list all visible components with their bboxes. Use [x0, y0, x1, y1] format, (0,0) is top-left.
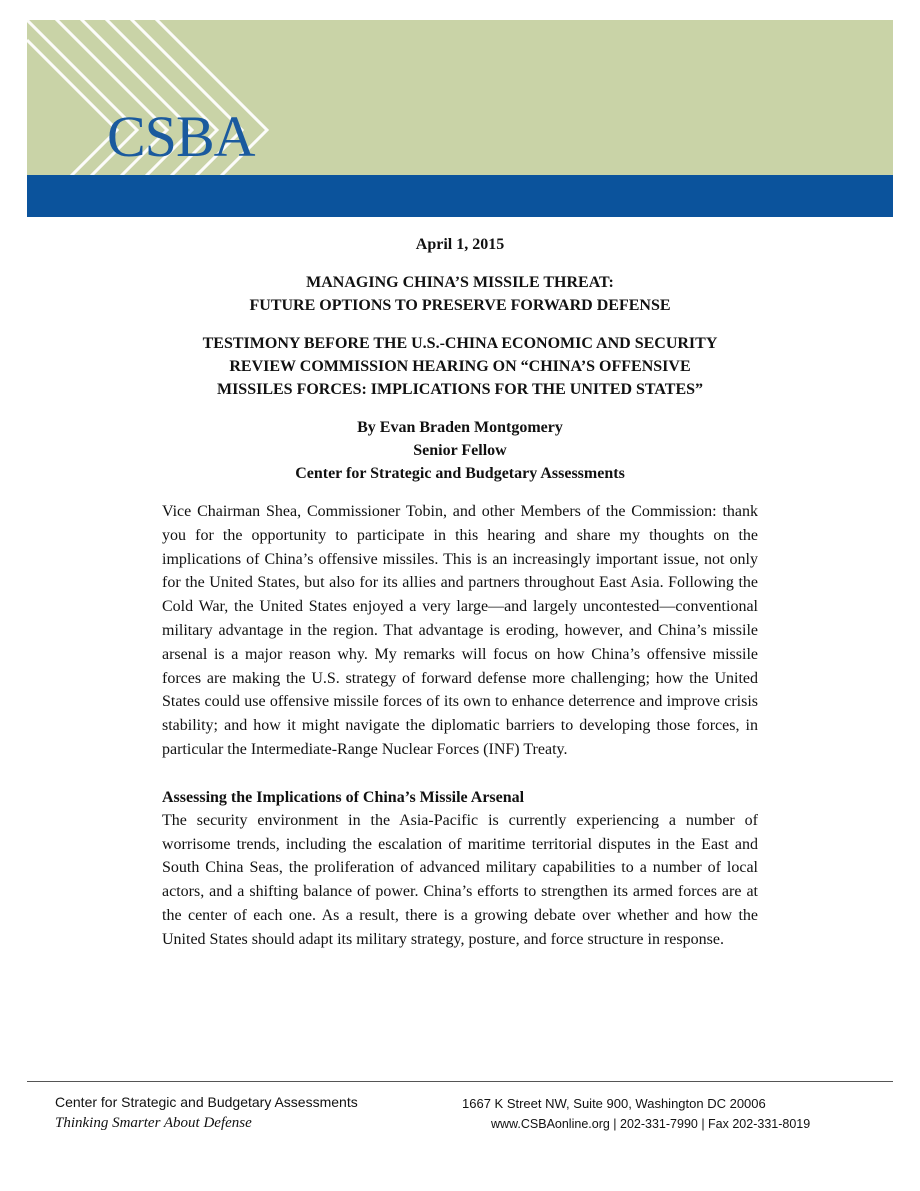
footer-contact: www.CSBAonline.org | 202-331-7990 | Fax 202-331-8019	[491, 1117, 811, 1131]
csba-logo: CSBA	[107, 104, 255, 169]
author-organization: Center for Strategic and Budgetary Assessments	[295, 465, 625, 482]
paragraph-section-1: The security environment in the Asia-Pacific is currently experiencing a number of worrisome trends, including the escalation of maritime territorial disputes in the East and South China Seas, the proliferation of advanced military capabilities to a number of local actors, and a shifting balance of power. China’s efforts to strengthen its armed forces are at the center of each one. As a result, there is a growing debate over whether and how the United States should adapt its military strategy, posture, and force structure in response.	[162, 811, 758, 948]
testimony-line-3: MISSILES FORCES: IMPLICATIONS FOR THE UNITED STATES”	[216, 381, 704, 398]
footer-divider	[27, 1081, 893, 1082]
footer-address: 1667 K Street NW, Suite 900, Washington DC 20006	[462, 1096, 766, 1111]
footer-tagline: Thinking Smarter About Defense	[55, 1115, 252, 1131]
section-heading: Assessing the Implications of China’s Missile Arsenal	[162, 788, 525, 806]
header-banner	[27, 20, 893, 175]
author-title: Senior Fellow	[413, 442, 507, 459]
title-line-1: MANAGING CHINA’S MISSILE THREAT:	[306, 274, 614, 291]
document-title	[162, 271, 758, 317]
testimony-line-2: REVIEW COMMISSION HEARING ON “CHINA’S OFFENSIVE	[229, 358, 691, 375]
paragraph-intro: Vice Chairman Shea, Commissioner Tobin, and other Members of the Commission: thank you for the opportunity to participate in this hearing and share my thoughts on the implications of China’s offensive missiles. This is an increasingly important issue, not only for the United States, but also for its allies and partners throughout East Asia. Following the Cold War, the United States enjoyed a very large—and largely uncontested—conventional military advantage in the region. That advantage is eroding, however, and China’s missile arsenal is a major reason why. My remarks will focus on how China’s offensive missile forces are making the U.S. strategy of forward defense more challenging; how the United States could use offensive missile forces of its own to enhance deterrence and improve crisis stability; and how it might navigate the diplomatic barriers to developing those forces, in particular the Intermediate-Range Nuclear Forces (INF) Treaty.	[162, 503, 758, 758]
footer-org-name: Center for Strategic and Budgetary Assessments	[55, 1094, 358, 1110]
header-blue-bar	[27, 175, 893, 217]
document-date: April 1, 2015	[415, 236, 505, 253]
document-body	[162, 233, 758, 952]
title-line-2: FUTURE OPTIONS TO PRESERVE FORWARD DEFENSE	[249, 297, 671, 314]
testimony-heading	[162, 332, 758, 401]
testimony-line-1: TESTIMONY BEFORE THE U.S.-CHINA ECONOMIC AND SECURITY	[202, 335, 718, 352]
author-name: By Evan Braden Montgomery	[357, 419, 563, 436]
byline	[162, 416, 758, 485]
